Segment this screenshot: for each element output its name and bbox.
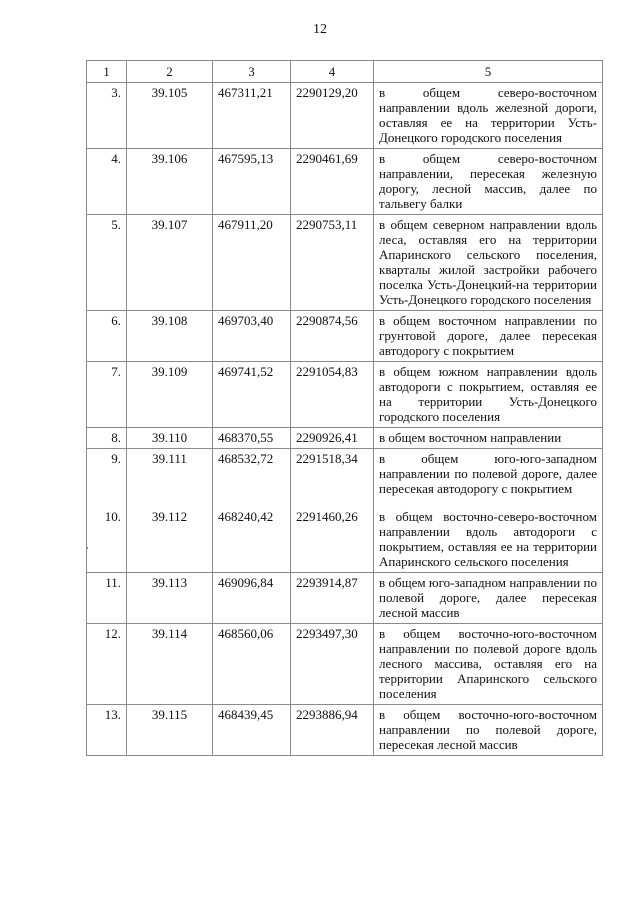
row-number: 8. — [87, 428, 127, 449]
column-header-3: 3 — [213, 61, 291, 83]
coordinate-y: 2293886,94 — [291, 705, 374, 756]
scan-artifact — [86, 547, 88, 549]
coordinate-x: 468439,45 — [213, 705, 291, 756]
point-id: 39.110 — [127, 428, 213, 449]
coordinate-x: 468560,06 — [213, 624, 291, 705]
coordinate-x: 467595,13 — [213, 149, 291, 215]
coordinate-y: 2291518,34 — [291, 449, 374, 500]
row-number: 3. — [87, 83, 127, 149]
coordinate-y: 2291054,83 — [291, 362, 374, 428]
coordinate-x: 469741,52 — [213, 362, 291, 428]
row-number: 13. — [87, 705, 127, 756]
row-number: 12. — [87, 624, 127, 705]
point-id: 39.115 — [127, 705, 213, 756]
coordinate-y: 2290461,69 — [291, 149, 374, 215]
point-id: 39.108 — [127, 311, 213, 362]
row-number: 9. — [87, 449, 127, 500]
coordinate-y: 2293497,30 — [291, 624, 374, 705]
coordinate-y: 2290874,56 — [291, 311, 374, 362]
table-row — [87, 215, 603, 311]
coordinate-x: 467311,21 — [213, 83, 291, 149]
table-row — [87, 362, 603, 428]
table-row — [87, 449, 603, 500]
point-id: 39.114 — [127, 624, 213, 705]
coordinate-x: 468370,55 — [213, 428, 291, 449]
row-number: 10. — [87, 499, 127, 573]
coordinate-y: 2290926,41 — [291, 428, 374, 449]
column-header-4: 4 — [291, 61, 374, 83]
row-number: 4. — [87, 149, 127, 215]
table-row — [87, 311, 603, 362]
coordinate-x: 469096,84 — [213, 573, 291, 624]
coordinate-y: 2293914,87 — [291, 573, 374, 624]
table-row — [87, 428, 603, 449]
coordinate-x: 469703,40 — [213, 311, 291, 362]
boundary-description: в общем северо-восточном направлении, пересекая железную дорогу, лесной массив, далее по тальвегу балки — [374, 149, 603, 215]
coordinate-y: 2290129,20 — [291, 83, 374, 149]
coordinate-x: 468240,42 — [213, 499, 291, 573]
point-id: 39.107 — [127, 215, 213, 311]
page-number: 12 — [313, 22, 327, 37]
point-id: 39.113 — [127, 573, 213, 624]
point-id: 39.111 — [127, 449, 213, 500]
point-id: 39.106 — [127, 149, 213, 215]
boundary-description: в общем восточном направлении — [374, 428, 603, 449]
column-header-5: 5 — [374, 61, 603, 83]
boundary-description: в общем восточном направлении по грунтовой дороге, далее пересекая автодорогу с покрытием — [374, 311, 603, 362]
column-header-2: 2 — [127, 61, 213, 83]
row-number: 5. — [87, 215, 127, 311]
coordinate-y: 2291460,26 — [291, 499, 374, 573]
boundary-description: в общем восточно-юго-восточном направлении по полевой дороге вдоль лесного массива, оставляя его на территории Апаринского сельского поселения — [374, 624, 603, 705]
point-id: 39.105 — [127, 83, 213, 149]
point-id: 39.112 — [127, 499, 213, 573]
coordinate-y: 2290753,11 — [291, 215, 374, 311]
boundary-description: в общем северо-восточном направлении вдоль железной дороги, оставляя ее на территории Усть-Донецкого городского поселения — [374, 83, 603, 149]
column-header-1: 1 — [87, 61, 127, 83]
boundary-description: в общем восточно-северо-восточном направлении вдоль автодороги с покрытием, оставляя ее на территории Апаринского сельского поселения — [374, 499, 603, 573]
table-row — [87, 624, 603, 705]
boundary-description: в общем юго-юго-западном направлении по полевой дороге, далее пересекая автодорогу с покрытием — [374, 449, 603, 500]
table-row — [87, 149, 603, 215]
point-id: 39.109 — [127, 362, 213, 428]
table-row — [87, 83, 603, 149]
boundary-description: в общем юго-западном направлении по полевой дороге, далее пересекая лесной массив — [374, 573, 603, 624]
row-number: 11. — [87, 573, 127, 624]
boundary-points-table — [86, 60, 603, 756]
row-number: 6. — [87, 311, 127, 362]
boundary-description: в общем северном направлении вдоль леса, оставляя его на территории Апаринского сельского поселения, кварталы жилой застройки рабочего поселка Усть-Донецкий-на территории Усть-Донецкого городского поселения — [374, 215, 603, 311]
coordinate-x: 468532,72 — [213, 449, 291, 500]
boundary-description: в общем южном направлении вдоль автодороги с покрытием, оставляя ее на территории Усть-Донецкого городского поселения — [374, 362, 603, 428]
table-row — [87, 499, 603, 573]
table-row — [87, 573, 603, 624]
coordinate-x: 467911,20 — [213, 215, 291, 311]
table-header-row — [87, 61, 603, 83]
row-number: 7. — [87, 362, 127, 428]
boundary-description: в общем восточно-юго-восточном направлении по полевой дороге, пересекая лесной массив — [374, 705, 603, 756]
table-row — [87, 705, 603, 756]
